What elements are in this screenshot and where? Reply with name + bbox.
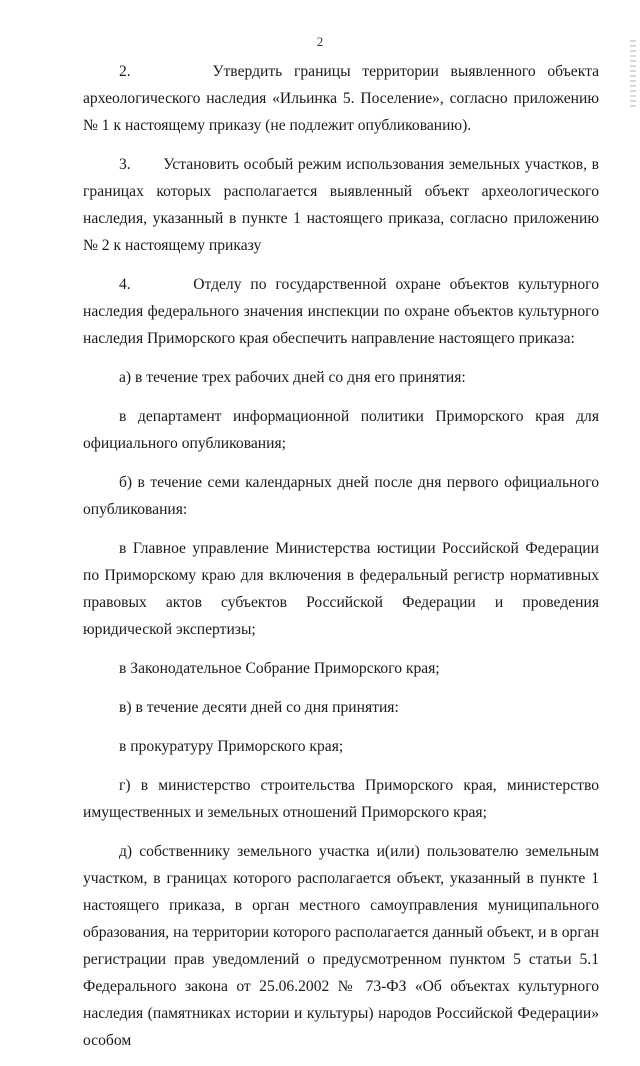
- recipient-information-policy-dept: в департамент информационной политики Приморского края для официального опубликования;: [83, 408, 599, 452]
- paragraph-3-special-regime: 3. Установить особый режим использования земельных участков, в границах которых располагается выявленный объект археологического наследия, указанный в пункте 1 настоящего приказа, согласно приложению № 2 к настоящему приказу: [83, 156, 599, 254]
- recipient-prosecutor: в прокуратуру Приморского края;: [119, 738, 344, 755]
- recipient-legislative-assembly: в Законодательное Собрание Приморского края;: [119, 660, 440, 677]
- document-body: [83, 58, 599, 1066]
- subitem-c: в) в течение десяти дней со дня принятия:: [119, 699, 399, 716]
- subitem-b: б) в течение семи календарных дней после дня первого официального опубликования:: [83, 474, 599, 518]
- paragraph-2-approve-boundaries: 2. Утвердить границы территории выявленного объекта археологического наследия «Ильинка 5. Поселение», согласно приложению № 1 к настоящему приказу (не подлежит опубликованию).: [83, 63, 599, 134]
- recipient-justice-ministry: в Главное управление Министерства юстиции Российской Федерации по Приморскому краю для включения в федеральный регистр нормативных правовых актов субъектов Российской Федерации и проведения юридической экспертизы;: [83, 540, 599, 638]
- subitem-a: а) в течение трех рабочих дней со дня его принятия:: [119, 369, 466, 386]
- scan-edge-mark: [630, 40, 636, 110]
- subitem-d: г) в министерство строительства Приморского края, министерство имущественных и земельных отношений Приморского края;: [83, 777, 599, 821]
- page-number: 2: [316, 34, 324, 49]
- subitem-e: д) собственнику земельного участка и(или) пользователю земельным участком, в границах которого располагается объект, указанный в пункте 1 настоящего приказа, в орган местного самоуправления муниципального образования, на территории которого располагается данный объект, и в орган регистрации прав уведомлений о предусмотренном пунктом 5 статьи 5.1 Федерального закона от 25.06.2002 № 73-ФЗ «Об объектах культурного наследия (памятниках истории и культуры) народов Российской Федерации» особом: [83, 843, 599, 1049]
- paragraph-4-send-order: 4. Отделу по государственной охране объектов культурного наследия федерального значения инспекции по охране объектов культурного наследия Приморского края обеспечить направление настоящего приказа:: [83, 276, 599, 347]
